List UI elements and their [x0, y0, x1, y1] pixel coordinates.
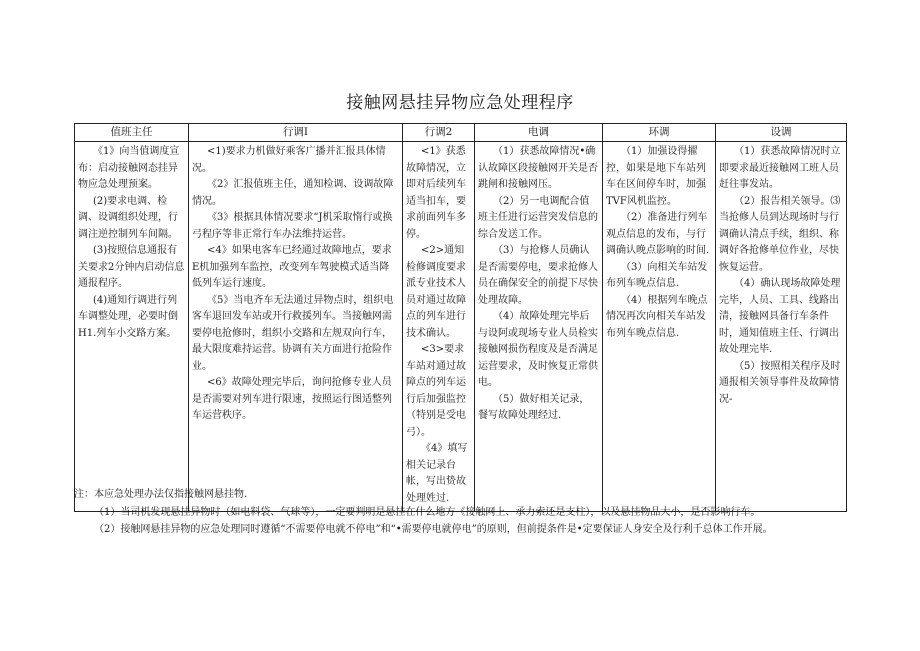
step-text: （4）故障处理完毕后与设阿或现场专业人员检实接触网损伤程度及是否满足运营要求，及时恢复正常供电。: [478, 311, 598, 388]
header-dispatcher-1: 行调Ⅰ: [189, 124, 403, 142]
note-item-2: （2）接触网悬挂异物的应急处理同时遵循“不需要停电就不停电”和“•需要停电就停电”的原则，但前提条件是•定要保证人身安全及行利千总体工作开展。: [94, 524, 773, 535]
cell-dispatcher-1: [189, 142, 403, 512]
cell-environment-dispatch: [603, 142, 716, 512]
notes-section: [74, 486, 874, 539]
cell-dispatcher-2: [403, 142, 475, 512]
step-text: （3）与抢修人员确认是否需要停电，要求抢修人员在确保安全的前提下尽快处理故障。: [478, 245, 598, 306]
step-text: （2）另一电调配合值班主任进行运营突发信息的综合发送工作。: [478, 195, 598, 240]
step-text: （4）根据列车晚点情况再次向相关车站发布列车晚点信息.: [606, 294, 708, 339]
step-text: 《5》当电齐车无法通过异物点时，组织电客车退回发车站或开行救援列车。当接触网需要停电抢修时，组织小交路和左规双向行车，最大限度难持运营。协调有关方面进行抢险作业。: [192, 294, 394, 372]
step-text: <4》如果电客车已经通过故障地点，要求E机加强列车监控，改变列车驾驶模式适当降低列车运行速度。: [192, 245, 392, 289]
step-text: <6》故障处理完毕后，询问抢修专业人员是否需要对列车进行限速，按照运行图适整列车运营秩序。: [192, 377, 392, 421]
step-text: （5）做好相关记录，餐写故障处理经过.: [478, 393, 590, 421]
step-text: 《2》汇报值班主任，通知检调、设调故障情况。: [192, 179, 394, 207]
notes-intro: 注：本应急处理办法仅指接触网悬挂物.: [74, 489, 248, 500]
step-text: （1）获悉故障情况时立即要求最近接触网工班人员赶往事发站。: [719, 146, 841, 190]
table-header-row: [75, 124, 847, 142]
header-environment-dispatch: 环调: [603, 124, 716, 142]
step-text: 《1》向当值调度宣布：启动接触网态挂异物应急处理预案。: [78, 146, 180, 190]
document-title: 接触网悬挂异物应急处理程序: [346, 93, 574, 113]
note-item-1: （1）当司机发现悬挂异物时（如电料袋、气球等），一定要判明是悬挂在什么地方《接触网上、承力索还是支柱），以及悬挂物品大小，是否影响行车。: [94, 506, 761, 518]
step-text: <2>通知检修调度要求派专业技术人员对通过故障点的列车进行技术确认。: [406, 245, 466, 339]
step-text: <3>要求车站对通过故障点的列车运行后加强监控（特别是受电弓）。: [406, 344, 466, 438]
header-power-dispatch: 电调: [475, 124, 603, 142]
cell-equipment-dispatch: [716, 142, 847, 512]
cell-power-dispatch: [475, 142, 603, 512]
header-duty-chief: 值班主任: [75, 124, 189, 142]
step-text: （1）获悉故障情况•确认故障区段接触网开关是否跳闸和接触网压。: [478, 146, 598, 190]
step-text: （4）确认现场故障处理完毕，人员、工具、线路出清，接触网具备行车条件时，通知值班主任、行调出故处理完毕.: [719, 278, 841, 355]
step-text: (2)要求电调、检调、设调组织处理，行调注逆控制列车间隔。: [78, 195, 178, 240]
header-equipment-dispatch: 设调: [716, 124, 847, 142]
step-text: <1)要求力机做好乘客广播并汇报具体情况。: [192, 146, 386, 174]
step-text: （3）向相关车站发布列车晚点信息.: [606, 261, 708, 289]
step-text: 《4》填写相关记录台帐，写出贽故处理姓过.: [406, 443, 468, 504]
procedure-table: [74, 123, 847, 512]
cell-duty-chief: [75, 142, 189, 512]
step-text: <1》获悉故障情况，立即对后续列车适当扣车，要求前面列车多停。: [406, 146, 466, 240]
step-text: (4)通知行调进行列车调整处理，必要时倒H1.列车小交路方案。: [78, 294, 178, 339]
step-text: (3)按照信息通报有关要求2分钟内启动信息通报程序。: [78, 245, 185, 289]
step-text: （5）按照相关程序及时通报相关领导事件及故障情况-: [719, 360, 841, 405]
step-text: （1）加强设得擢控，如果是地下车站列车在区间停车时，加强TVF风机监控。: [606, 146, 706, 207]
step-text: （2）准备进行列车观点信息的发布，与行调确认晚点影响的时间.: [606, 212, 710, 256]
header-dispatcher-2: 行调2: [403, 124, 475, 142]
table-row: [75, 142, 847, 512]
step-text: 《3》根据具体情况要求“J机采取惰行或换弓程序等非正常行车办法维持运营。: [192, 212, 393, 240]
step-text: （2）报告相关领导。⑶当抢修人员到达现场时与行调确认清点手续，组织、称调好各抢修单位作业，尽快恢复运营。: [719, 195, 841, 273]
